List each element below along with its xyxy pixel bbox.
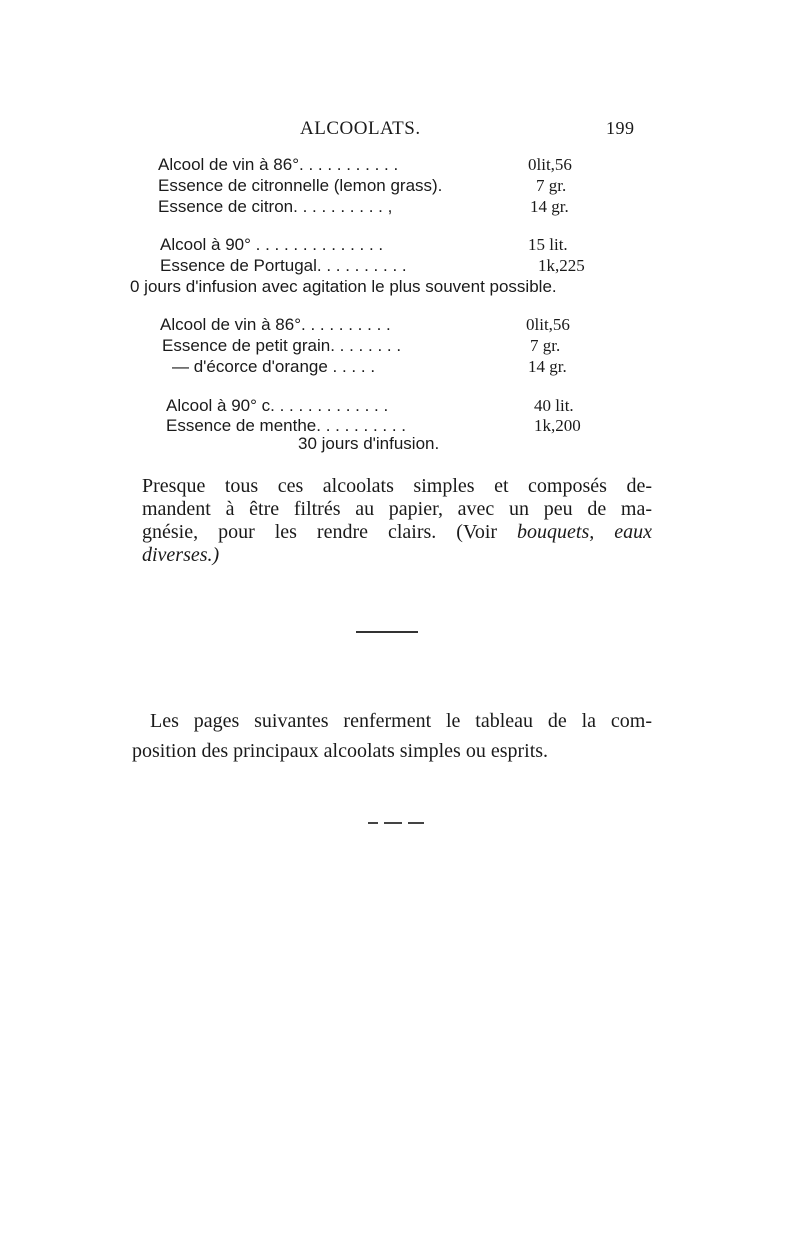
quantity: 7 gr. xyxy=(536,176,567,195)
ingredient: Alcool de vin à 86°. . . . . . . . . . xyxy=(160,315,391,334)
paragraph-line: Presque tous ces alcoolats simples et composés de- xyxy=(142,475,652,497)
ingredient: Essence de citron. . . . . . . . . . , xyxy=(158,197,393,216)
end-ornament xyxy=(368,822,438,825)
ornament-mark xyxy=(368,822,378,824)
ingredient: Essence de citronnelle (lemon grass). xyxy=(158,176,443,195)
paragraph-text: gnésie, pour les rendre clairs. (Voir xyxy=(142,521,498,543)
quantity: 40 lit. xyxy=(534,396,574,415)
section-divider xyxy=(356,631,418,633)
quantity: 14 gr. xyxy=(530,197,569,216)
quantity: 14 gr. xyxy=(528,357,567,376)
paragraph-filtering-note xyxy=(142,475,652,567)
running-head xyxy=(0,118,800,142)
recipe-2-note: 0 jours d'infusion avec agitation le plus souvent possible. xyxy=(130,277,557,296)
quantity: 0lit,56 xyxy=(526,315,570,334)
paragraph-next-pages xyxy=(132,706,652,766)
ingredient: Essence de menthe. . . . . . . . . . xyxy=(166,416,407,435)
ingredient: Alcool de vin à 86°. . . . . . . . . . . xyxy=(158,155,399,174)
paragraph-line xyxy=(142,521,652,544)
ornament-mark xyxy=(408,822,424,824)
quantity: 1k,225 xyxy=(538,256,585,275)
ornament-mark xyxy=(384,822,402,824)
paragraph-line: position des principaux alcoolats simples ou esprits. xyxy=(132,740,549,762)
ingredient: Essence de Portugal. . . . . . . . . . xyxy=(160,256,407,275)
quantity: 1k,200 xyxy=(534,416,581,435)
quantity: 7 gr. xyxy=(530,336,561,355)
paragraph-line xyxy=(142,544,652,567)
quantity: 0lit,56 xyxy=(528,155,572,174)
ingredient: Essence de petit grain. . . . . . . . xyxy=(162,336,402,355)
paragraph-line: Les pages suivantes renferment le tableau de la com- xyxy=(150,710,652,732)
ingredient: — d'écorce d'orange . . . . . xyxy=(172,357,376,376)
quantity: 15 lit. xyxy=(528,235,568,254)
italic-reference: eaux xyxy=(614,521,653,543)
page-number: 199 xyxy=(606,118,635,138)
ingredient: Alcool à 90° . . . . . . . . . . . . . . xyxy=(160,235,384,254)
italic-reference: diverses.) xyxy=(142,544,220,566)
ingredient: Alcool à 90° c. . . . . . . . . . . . . xyxy=(166,396,389,415)
running-title: ALCOOLATS. xyxy=(300,118,421,139)
italic-reference: bouquets, xyxy=(517,521,595,543)
paragraph-line: mandent à être filtrés au papier, avec un peu de ma- xyxy=(142,498,652,520)
recipe-4-note: 30 jours d'infusion. xyxy=(298,434,440,453)
